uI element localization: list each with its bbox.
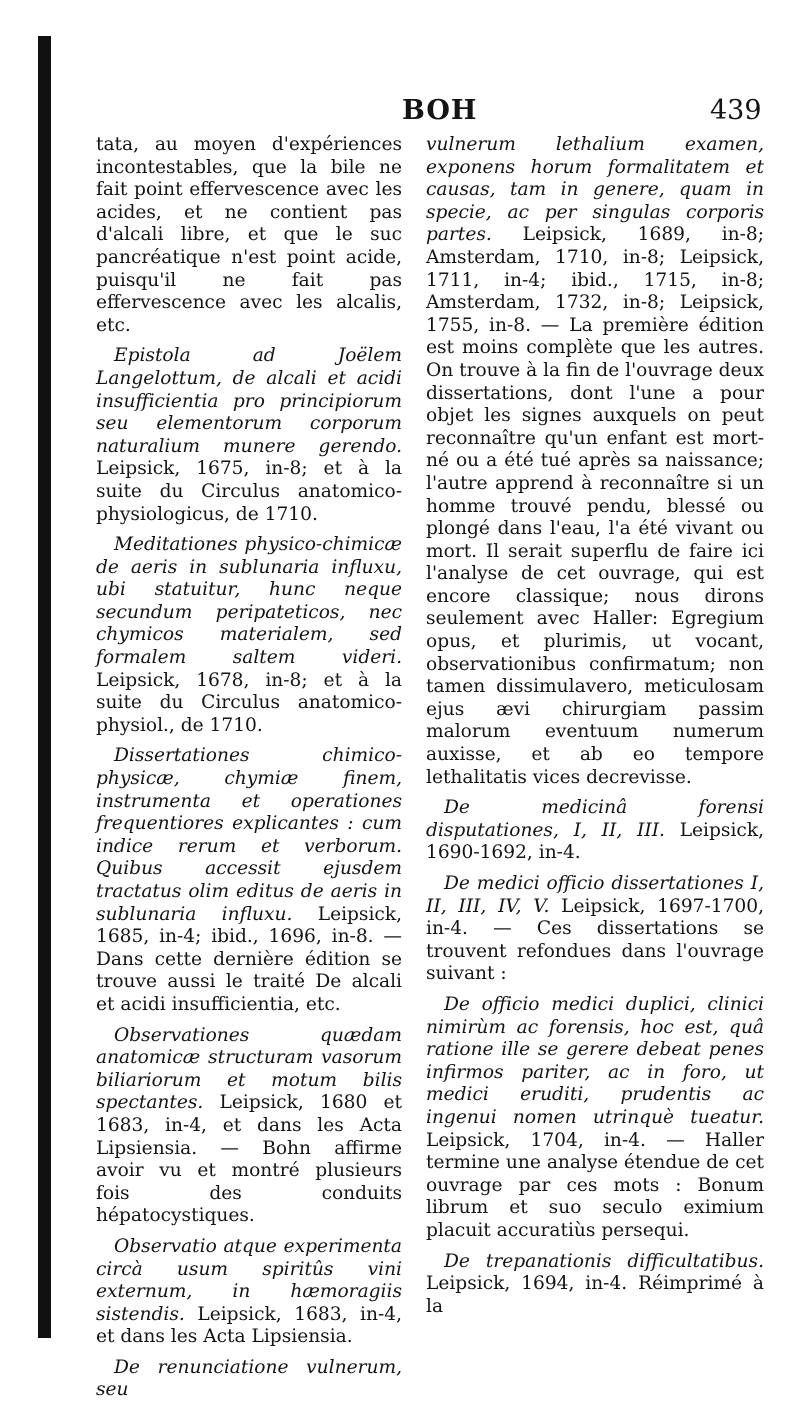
bibliography-entry	[426, 134, 764, 789]
paragraph-text: tata, au moyen d'expériences incontestables, que la bile ne fait point effervescence avec les acides, et ne contient pas d'alcali libre, et que le suc pancréatique n'est point acide, puisqu'il ne fait pas effervescence avec les alcalis, etc.	[96, 134, 402, 336]
bibliography-entry	[96, 1236, 402, 1349]
entry-details: Leipsick, 1690-1692, in-4.	[426, 819, 764, 864]
page-number: 439	[710, 95, 762, 126]
entry-title: vulnerum lethalium examen, exponens horum formalitatem et causas, tam in genere, quam in specie, ac per singulas corporis partes.	[426, 134, 764, 246]
entry-title: Epistola ad Joëlem Langelottum, de alcali et acidi insufficientia pro principiorum seu elementorum corporum naturalium munere gerendo.	[96, 345, 402, 457]
right-column	[426, 134, 764, 1326]
bibliography-entry	[426, 873, 764, 986]
entry-title: Dissertationes chimico-physicæ, chymiæ finem, instrumenta et operationes frequentiores explicantes : cum indice rerum et verborum. Quibus accessit ejusdem tractatus olim editus de aeris in sublunaria influxu.	[96, 745, 402, 925]
bibliography-entry	[96, 1357, 402, 1402]
running-head	[0, 95, 800, 135]
entry-title: De medici officio dissertationes I, II, III, IV, V.	[426, 873, 764, 917]
entry-title: De officio medici duplici, clinici nimirùm ac forensis, hoc est, quâ ratione ille se gerere debeat penes infirmos pariter, ac in foro, ut medici eruditi, prudentis ac ingenui nomen utrinquè tueatur.	[426, 993, 764, 1128]
page-title: BOH	[402, 95, 478, 126]
bibliography-entry	[426, 1251, 764, 1319]
entry-details: Leipsick, 1694, in-4. Réimprimé à la	[426, 1273, 764, 1317]
left-column	[96, 134, 402, 1410]
entry-details: Leipsick, 1675, in-8; et à la suite du Circulus anatomico-physiologicus, de 1710.	[96, 458, 402, 525]
entry-title: Observatio atque experimenta circà usum spiritûs vini externum, in hæmoragiis sistendis.	[96, 1235, 402, 1325]
entry-details: Leipsick, 1678, in-8; et à la suite du Circulus anatomico-physiol., de 1710.	[96, 669, 402, 736]
bibliography-entry	[96, 345, 402, 526]
bibliography-entry	[96, 534, 402, 737]
entry-title: De renunciatione vulnerum, seu	[96, 1356, 402, 1401]
bibliography-entry	[96, 745, 402, 1016]
bibliography-entry	[426, 994, 764, 1243]
page-binding-edge	[38, 36, 51, 1338]
paragraph	[96, 134, 402, 337]
entry-title: Meditationes physico-chimicæ de aeris in sublunaria influxu, ubi statuitur, hunc neque secundum peripateticos, nec chymicos materialem, sed formalem saltem videri.	[96, 534, 402, 669]
entry-title: De trepanationis difficultatibus.	[444, 1250, 764, 1272]
entry-details: Leipsick, 1704, in-4. — Haller termine une analyse étendue de cet ouvrage par ces mots : Bonum librum et suo seculo eximium placuit accuratiùs persequi.	[426, 1129, 764, 1241]
entry-title: Observationes quædam anatomicæ structuram vasorum biliariorum et motum bilis spectantes.	[96, 1024, 402, 1114]
entry-title: De medicinâ forensi disputationes, I, II, III.	[426, 797, 764, 841]
entry-details: Leipsick, 1683, in-4, et dans les Acta Lipsiensia.	[96, 1303, 402, 1348]
bibliography-entry	[426, 797, 764, 865]
entry-details: Leipsick, 1685, in-4; ibid., 1696, in-8. — Dans cette dernière édition se trouve aussi le traité De alcali et acidi insufficientia, etc.	[96, 903, 402, 1015]
bibliography-entry	[96, 1025, 402, 1228]
entry-details: Leipsick, 1689, in-8; Amsterdam, 1710, in-8; Leipsick, 1711, in-4; ibid., 1715, in-8; Amsterdam, 1732, in-8; Leipsick, 1755, in-8. — La première édition est moins complète que les autres. On trouve à la fin de l'ouvrage deux dissertations, dont l'une a pour objet les signes auxquels on peut reconnaître qu'un enfant est mort-né ou a été tué après sa naissance; l'autre apprend à reconnaître si un homme trouvé pendu, blessé ou plongé dans l'eau, l'a été vivant ou mort. Il serait superflu de faire ici l'analyse de cet ouvrage, qui est encore classique; nous dirons seulement avec Haller: Egregium opus, et plurimis, ut vocant, observationibus confirmatum; non tamen dissimulavero, meticulosam ejus ævi chirurgiam passim malorum eventuum numerum auxisse, et ab eo tempore lethalitatis vices decrevisse.	[426, 224, 765, 788]
entry-details: Leipsick, 1697-1700, in-4. — Ces dissertations se trouvent refondues dans l'ouvrage suivant :	[426, 895, 764, 985]
entry-details: Leipsick, 1680 et 1683, in-4, et dans les Acta Lipsiensia. — Bohn affirme avoir vu et montré plusieurs fois des conduits hépatocystiques.	[96, 1092, 402, 1227]
